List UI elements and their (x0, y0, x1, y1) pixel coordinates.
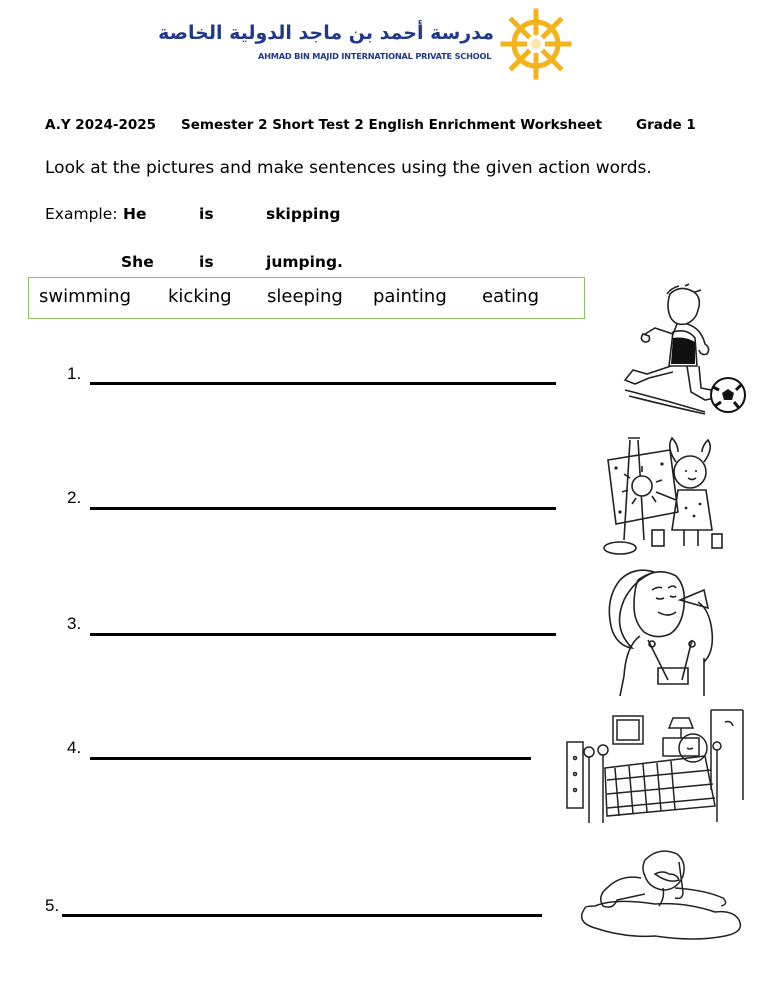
example-verb-2: is (199, 253, 214, 271)
word-bank-item: sleeping (267, 286, 343, 307)
question-number-3: 3. (67, 614, 82, 633)
boy-swimming-picture (575, 848, 750, 943)
answer-line-5[interactable] (62, 914, 542, 917)
answer-line-1[interactable] (90, 382, 556, 385)
girl-eating-picture (600, 560, 750, 700)
word-bank-item: kicking (168, 286, 232, 307)
word-bank-item: eating (482, 286, 539, 307)
question-number-1: 1. (67, 364, 82, 383)
example-subject-1: He (123, 205, 147, 223)
word-bank (28, 277, 585, 319)
academic-year: A.Y 2024-2025 (45, 117, 157, 133)
word-bank-item: painting (373, 286, 447, 307)
example-subject-2: She (121, 253, 154, 271)
boy-kicking-ball-picture (615, 282, 750, 417)
instructions: Look at the pictures and make sentences using the given action words. (45, 158, 652, 178)
example-label: Example: (45, 205, 118, 223)
worksheet-title: Semester 2 Short Test 2 English Enrichment Worksheet (181, 117, 603, 133)
girl-painting-picture (600, 432, 735, 557)
example-verb-1: is (199, 205, 214, 223)
question-number-4: 4. (67, 738, 82, 757)
grade-label: Grade 1 (636, 117, 696, 133)
question-number-5: 5. (45, 896, 60, 915)
answer-line-3[interactable] (90, 633, 556, 636)
child-sleeping-picture (565, 708, 745, 828)
word-bank-item: swimming (39, 286, 132, 307)
school-name-arabic: مدرسة أحمد بن ماجد الدولية الخاصة (158, 22, 494, 44)
question-number-2: 2. (67, 488, 82, 507)
example-action-1: skipping (266, 205, 341, 223)
school-name-english: AHMAD BIN MAJID INTERNATIONAL PRIVATE SCHOOL (258, 51, 492, 61)
answer-line-4[interactable] (90, 757, 531, 760)
answer-line-2[interactable] (90, 507, 556, 510)
ship-wheel-icon (500, 8, 572, 80)
example-action-2: jumping. (266, 253, 343, 271)
